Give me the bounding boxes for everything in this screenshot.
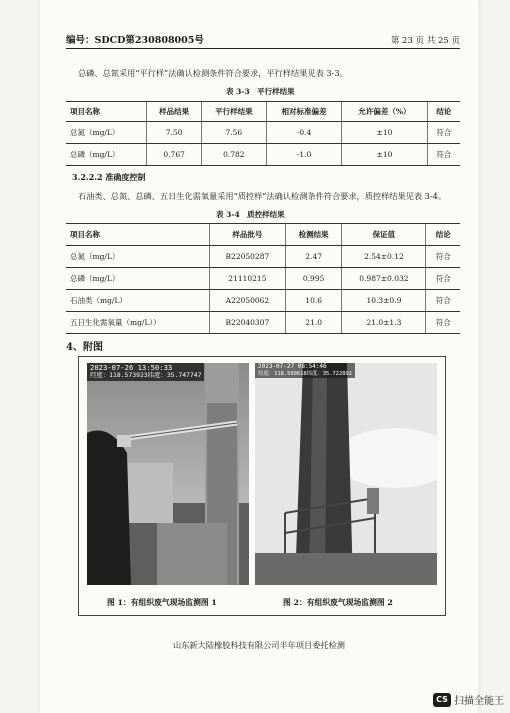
table-cell: -1.0 [266,144,341,166]
quality-control-paragraph: 石油类、总氮、总磷、五日生化需氧量采用“质控样”法确认检测条件符合要求，质控样结果见表 3-4。 [78,191,447,201]
col-header: 项目名称 [66,224,209,246]
table-cell: 总磷（mg/L） [66,144,147,166]
table-cell: B22040307 [209,312,285,334]
table-cell: 0.987±0.032 [342,268,426,290]
table-cell: 石油类（mg/L） [66,290,209,312]
table-row [66,312,460,334]
table-header-row [66,102,460,122]
photo-panel [78,356,446,616]
page-indicator: 第 23 页 共 25 页 [390,36,460,46]
table-cell: 2.47 [285,246,341,268]
col-header: 平行样结果 [201,102,266,122]
photo-1-datetime: 2023-07-26 13:50:33 [90,363,173,372]
photo-2-coordinates: 经度：118.590618纬度：35.722892 [258,370,353,377]
col-header: 检测结果 [285,224,341,246]
table-cell: 符合 [427,122,460,144]
table-cell: 总氮（mg/L） [66,122,147,144]
table-3-3-caption: 表 3-3 平行样结果 [226,87,295,96]
site-photo-2 [255,363,437,585]
scanner-watermark [433,692,504,707]
parallel-sample-paragraph: 总磷、总氮采用“平行样”法确认检测条件符合要求，平行样结果见表 3-3。 [78,68,348,78]
photo-1-coordinates: 经度：118.573923纬度：35.747747 [90,371,202,380]
col-header: 保证值 [342,224,426,246]
table-cell: 0.782 [201,144,266,166]
photo-2-datetime: 2023-07-27 08:54:46 [258,363,327,370]
table-cell: A22050062 [209,290,285,312]
col-header: 允许偏差（%） [342,102,427,122]
photo-2-caption: 图 2：有组织废气现场监测图 2 [283,598,393,607]
table-cell: 五日生化需氧量（mg/L）） [66,312,209,334]
col-header: 相对标准偏差 [266,102,341,122]
section-3-2-2-2-heading: 3.2.2.2 准确度控制 [72,172,146,182]
table-cell: 0.767 [147,144,201,166]
table-row [66,122,460,144]
document-page [40,0,478,713]
table-cell: 符合 [426,290,460,312]
table-cell: -0.4 [266,122,341,144]
table-cell: 2.54±0.12 [342,246,426,268]
photo-1-caption: 图 1：有组织废气现场监测图 1 [107,598,217,607]
page-header [66,30,460,49]
table-cell: 0.995 [285,268,341,290]
table-cell: 7.50 [147,122,201,144]
table-3-4 [66,223,460,334]
col-header: 项目名称 [66,102,147,122]
table-cell: 10.3±0.9 [342,290,426,312]
table-cell: 21.0±1.3 [342,312,426,334]
report-number: 编号：SDCD第230808005号 [66,35,204,46]
table-row [66,290,460,312]
table-cell: 总磷（mg/L） [66,268,209,290]
page-footer: 山东新大陆橡胶科技有限公司半年项目委托检测 [173,640,345,650]
table-cell: 21.0 [285,312,341,334]
site-photo-1 [87,363,249,585]
col-header: 结论 [427,102,460,122]
table-cell: 符合 [427,144,460,166]
col-header: 样品批号 [209,224,285,246]
table-3-3 [66,101,460,166]
table-row [66,246,460,268]
photo-1-timestamp [87,363,204,381]
table-cell: 10.6 [285,290,341,312]
table-cell: B22050287 [209,246,285,268]
table-cell: ±10 [342,122,427,144]
table-3-4-caption: 表 3-4 质控样结果 [216,210,285,219]
scanner-app-name: 扫描全能王 [454,696,504,707]
table-cell: ±10 [342,144,427,166]
col-header: 结论 [426,224,460,246]
table-header-row [66,224,460,246]
table-cell: 符合 [426,312,460,334]
photo-1-image [87,363,249,585]
table-cell: 符合 [426,268,460,290]
section-4-heading: 4、附图 [66,342,103,353]
col-header: 样品结果 [147,102,201,122]
camscanner-logo-icon: CS [433,693,451,707]
table-cell: 7.56 [201,122,266,144]
table-cell: 总氮（mg/L） [66,246,209,268]
table-row [66,268,460,290]
table-cell: 21110215 [209,268,285,290]
table-row [66,144,460,166]
photo-2-image [255,363,437,585]
photo-2-timestamp [255,363,355,378]
table-cell: 符合 [426,246,460,268]
